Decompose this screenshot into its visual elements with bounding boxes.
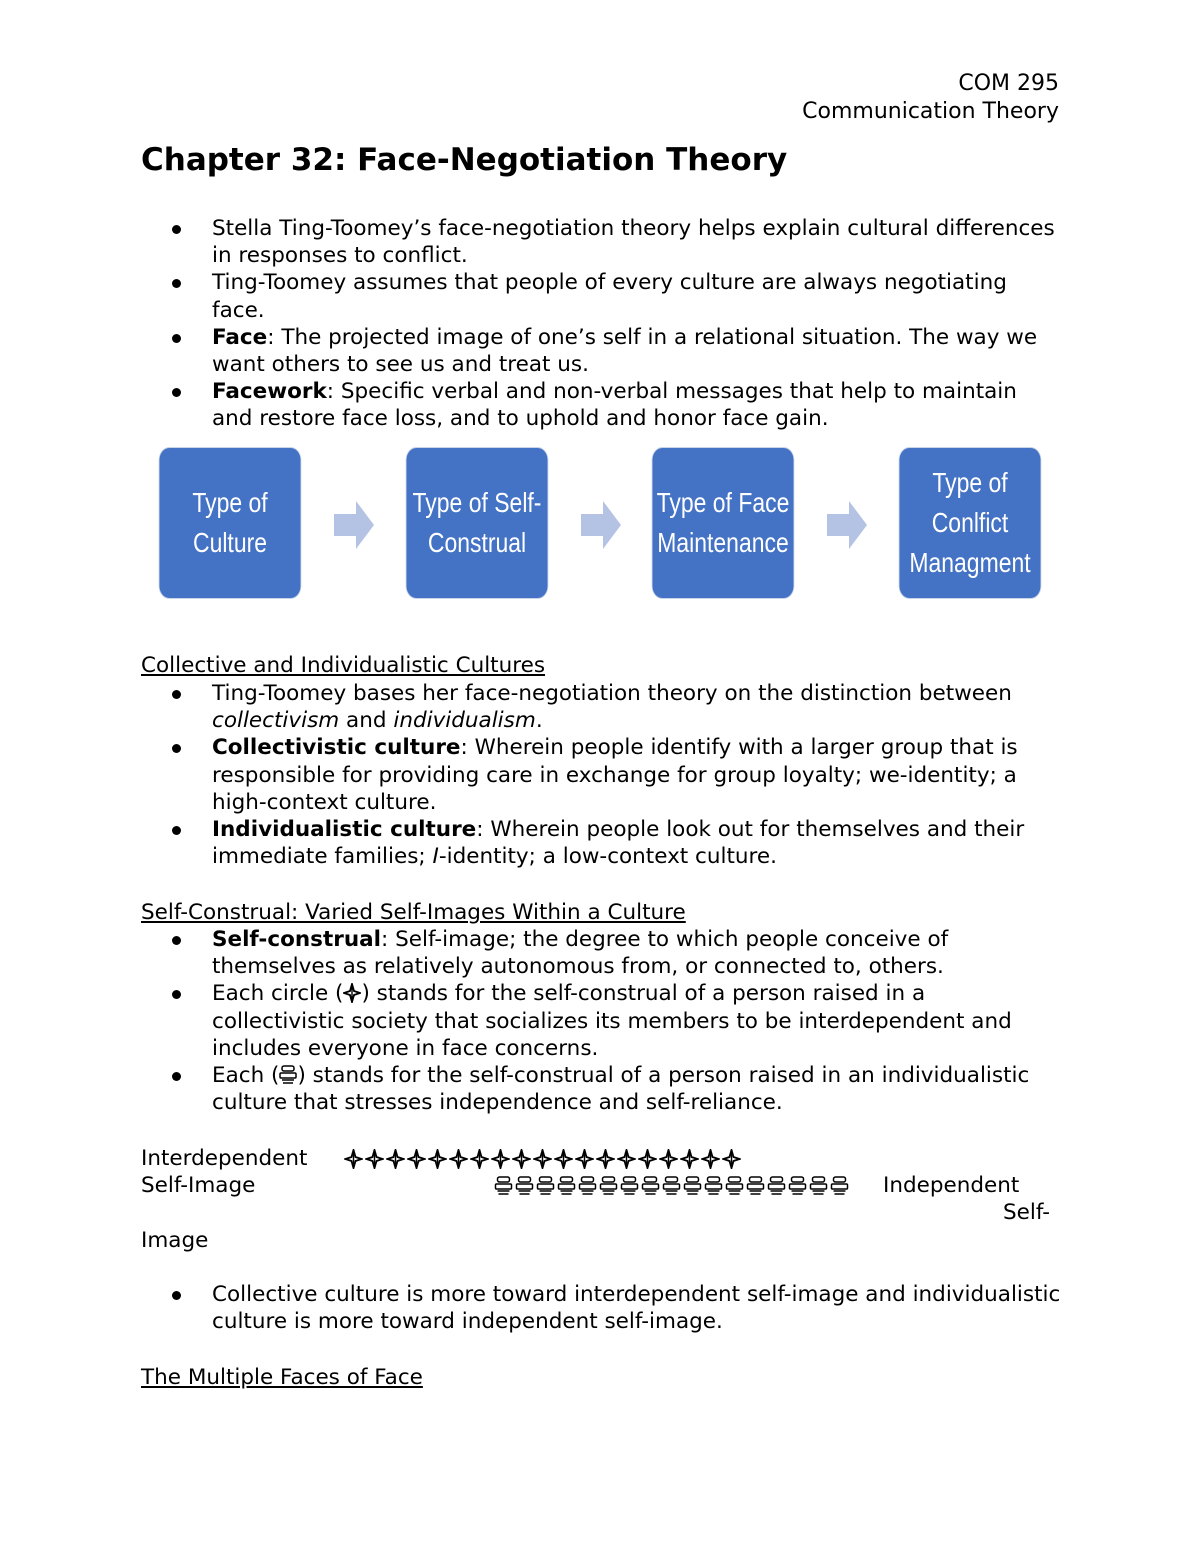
intro-list: [141, 215, 1061, 433]
collectivistic-definition: : Wherein people identify with a larger group that is responsible for providing care in exchange for group loyalty; we-identity; a high-context culture.: [212, 735, 1018, 815]
independent-symbol-icon: [809, 1176, 828, 1196]
flow-box-line: Conlfict: [931, 507, 1009, 538]
list-item: [141, 680, 1061, 734]
independent-symbol-icon: [279, 1065, 297, 1085]
section-heading-multiple-faces: The Multiple Faces of Face: [141, 1365, 423, 1390]
independent-symbol-icon: [599, 1176, 618, 1196]
course-subtitle: Communication Theory: [802, 99, 1059, 124]
self-construal-term: Self-construal: [212, 927, 382, 952]
list-item: [141, 215, 1061, 269]
interdependent-symbol-icon: [575, 1149, 594, 1169]
self-construal-list: [141, 926, 1061, 1116]
interdependent-symbol-icon: [344, 1149, 363, 1169]
process-flow-diagram: [141, 443, 1061, 603]
text-span: Ting-Toomey bases her face-negotiation theory on the distinction between: [212, 681, 1012, 706]
scale-label-self: Self-: [1003, 1200, 1050, 1225]
scale-label-image: Image: [141, 1228, 209, 1253]
flow-box-line: Maintenance: [657, 527, 789, 558]
list-item: [141, 926, 1061, 980]
independent-symbol-icon: [641, 1176, 660, 1196]
flow-box-line: Type of: [932, 467, 1008, 498]
interdependent-symbol-icon: [428, 1149, 447, 1169]
text-span: -identity; a low-context culture.: [438, 844, 777, 870]
independent-symbol-icon: [557, 1176, 576, 1196]
independent-symbol-icon: [767, 1176, 786, 1196]
bullet-icon: [172, 334, 181, 343]
scale-label-independent: Independent: [883, 1173, 1020, 1198]
text-span: Each circle (: [212, 981, 344, 1007]
flow-arrow-icon: [334, 501, 374, 549]
independent-symbol-icon: [620, 1176, 639, 1196]
interdependent-symbol-icon: [470, 1149, 489, 1169]
flow-arrow-icon: [827, 501, 867, 549]
interdependent-symbol-icon: [617, 1149, 636, 1169]
bullet-icon: [172, 826, 181, 835]
scale-label-self-image: Self-Image: [141, 1173, 256, 1198]
intro-bullet-1: Stella Ting-Toomey’s face-negotiation theory helps explain cultural differences in responses to conflict.: [212, 216, 1055, 269]
flow-box-self-construal: [406, 448, 547, 598]
independent-symbol-icon: [494, 1176, 513, 1196]
list-item: [141, 980, 1061, 1062]
independent-symbol-icon: [725, 1176, 744, 1196]
self-image-scale: [141, 1145, 1061, 1255]
interdependent-symbol-icon: [491, 1149, 510, 1169]
list-item: [141, 734, 1061, 816]
interdependent-symbol-icon: [386, 1149, 405, 1169]
interdependent-symbol-row: [344, 1149, 741, 1169]
text-span: ) stands for the self-construal of a person raised in an individualistic culture that stresses independence and self-reliance.: [212, 1063, 1030, 1116]
independent-symbol-icon: [746, 1176, 765, 1196]
section-heading-self-construal: Self-Construal: Varied Self-Images Within a Culture: [141, 900, 686, 925]
independent-symbol-icon: [662, 1176, 681, 1196]
bullet-icon: [172, 1291, 181, 1300]
bullet-icon: [172, 225, 181, 234]
emphasis-collectivism: collectivism: [212, 708, 340, 734]
list-item: [141, 816, 1061, 870]
independent-symbol-icon: [683, 1176, 702, 1196]
face-definition: : The projected image of one’s self in a relational situation. The way we want others to see us and treat us.: [212, 324, 1038, 378]
collectivistic-term: Collectivistic culture: [212, 735, 461, 761]
independent-symbol-icon: [515, 1176, 534, 1196]
independent-symbol-icon: [830, 1176, 849, 1196]
flow-box-line: Culture: [192, 527, 268, 558]
flow-box-line: Managment: [909, 547, 1031, 578]
interdependent-symbol-icon: [659, 1149, 678, 1169]
interdependent-symbol-icon: [722, 1149, 741, 1169]
text-span: .: [535, 708, 543, 734]
summary-list: [141, 1281, 1061, 1335]
interdependent-symbol-icon: [407, 1149, 426, 1169]
bullet-icon: [172, 690, 181, 699]
bullet-icon: [172, 990, 181, 999]
summary-bullet: Collective culture is more toward interdependent self-image and individualistic culture is more toward independent self-image.: [212, 1282, 1061, 1335]
text-span: and: [339, 708, 394, 734]
interdependent-symbol-icon: [365, 1149, 384, 1169]
emphasis-i: I: [432, 844, 439, 870]
text-span: ) stands for the self-construal of a person raised in a collectivistic society that socializes its members to be interdependent and includes everyone in face concerns.: [212, 981, 1012, 1061]
individualistic-term: Individualistic culture: [212, 817, 477, 843]
interdependent-symbol-icon: [680, 1149, 699, 1169]
face-term: Face: [212, 324, 268, 350]
scale-label-interdependent: Interdependent: [141, 1146, 308, 1171]
list-item: [141, 324, 1061, 378]
interdependent-symbol-icon: [554, 1149, 573, 1169]
intro-bullet-2: Ting-Toomey assumes that people of every culture are always negotiating face.: [212, 270, 1007, 323]
interdependent-symbol-icon: [449, 1149, 468, 1169]
independent-symbol-icon: [788, 1176, 807, 1196]
bullet-icon: [172, 936, 181, 945]
interdependent-symbol-icon: [533, 1149, 552, 1169]
independent-symbol-icon: [536, 1176, 555, 1196]
bullet-icon: [172, 388, 181, 397]
flow-box-line: Type of Face: [656, 487, 790, 518]
course-code: COM 295: [958, 71, 1059, 96]
flow-box-face-maintenance: [652, 448, 793, 598]
independent-symbol-row: [494, 1176, 849, 1196]
individualistic-definition: : Wherein people look out for themselves and their immediate families;: [212, 817, 1025, 870]
cultures-list: [141, 680, 1061, 870]
self-construal-definition: : Self-image; the degree to which people conceive of themselves as relatively autonomous from, or connected to, others.: [212, 927, 949, 980]
flow-box-line: Construal: [427, 527, 527, 558]
flow-box-line: Type of: [192, 487, 268, 518]
interdependent-symbol-icon: [701, 1149, 720, 1169]
interdependent-symbol-icon: [638, 1149, 657, 1169]
list-item: [141, 269, 1061, 323]
section-heading-cultures: Collective and Individualistic Cultures: [141, 653, 546, 678]
facework-definition: : Specific verbal and non-verbal messages that help to maintain and restore face loss, and to uphold and honor face gain.: [212, 379, 1017, 432]
course-header: [802, 70, 1059, 126]
independent-symbol-icon: [578, 1176, 597, 1196]
facework-term: Facework: [212, 379, 327, 405]
chapter-title: Chapter 32: Face-Negotiation Theory: [141, 142, 788, 178]
list-item: [141, 378, 1061, 432]
flow-arrow-icon: [581, 501, 621, 549]
flow-box-line: Type of Self-: [412, 487, 542, 518]
flow-box-conflict-management: [899, 448, 1040, 598]
interdependent-symbol-icon: [596, 1149, 615, 1169]
text-span: Each (: [212, 1063, 280, 1089]
bullet-icon: [172, 279, 181, 288]
interdependent-symbol-icon: [512, 1149, 531, 1169]
flow-box-culture: [159, 448, 300, 598]
list-item: [141, 1062, 1061, 1116]
emphasis-individualism: individualism: [393, 708, 536, 734]
interdependent-symbol-icon: [343, 983, 361, 1003]
list-item: [141, 1281, 1061, 1335]
bullet-icon: [172, 1072, 181, 1081]
bullet-icon: [172, 744, 181, 753]
independent-symbol-icon: [704, 1176, 723, 1196]
